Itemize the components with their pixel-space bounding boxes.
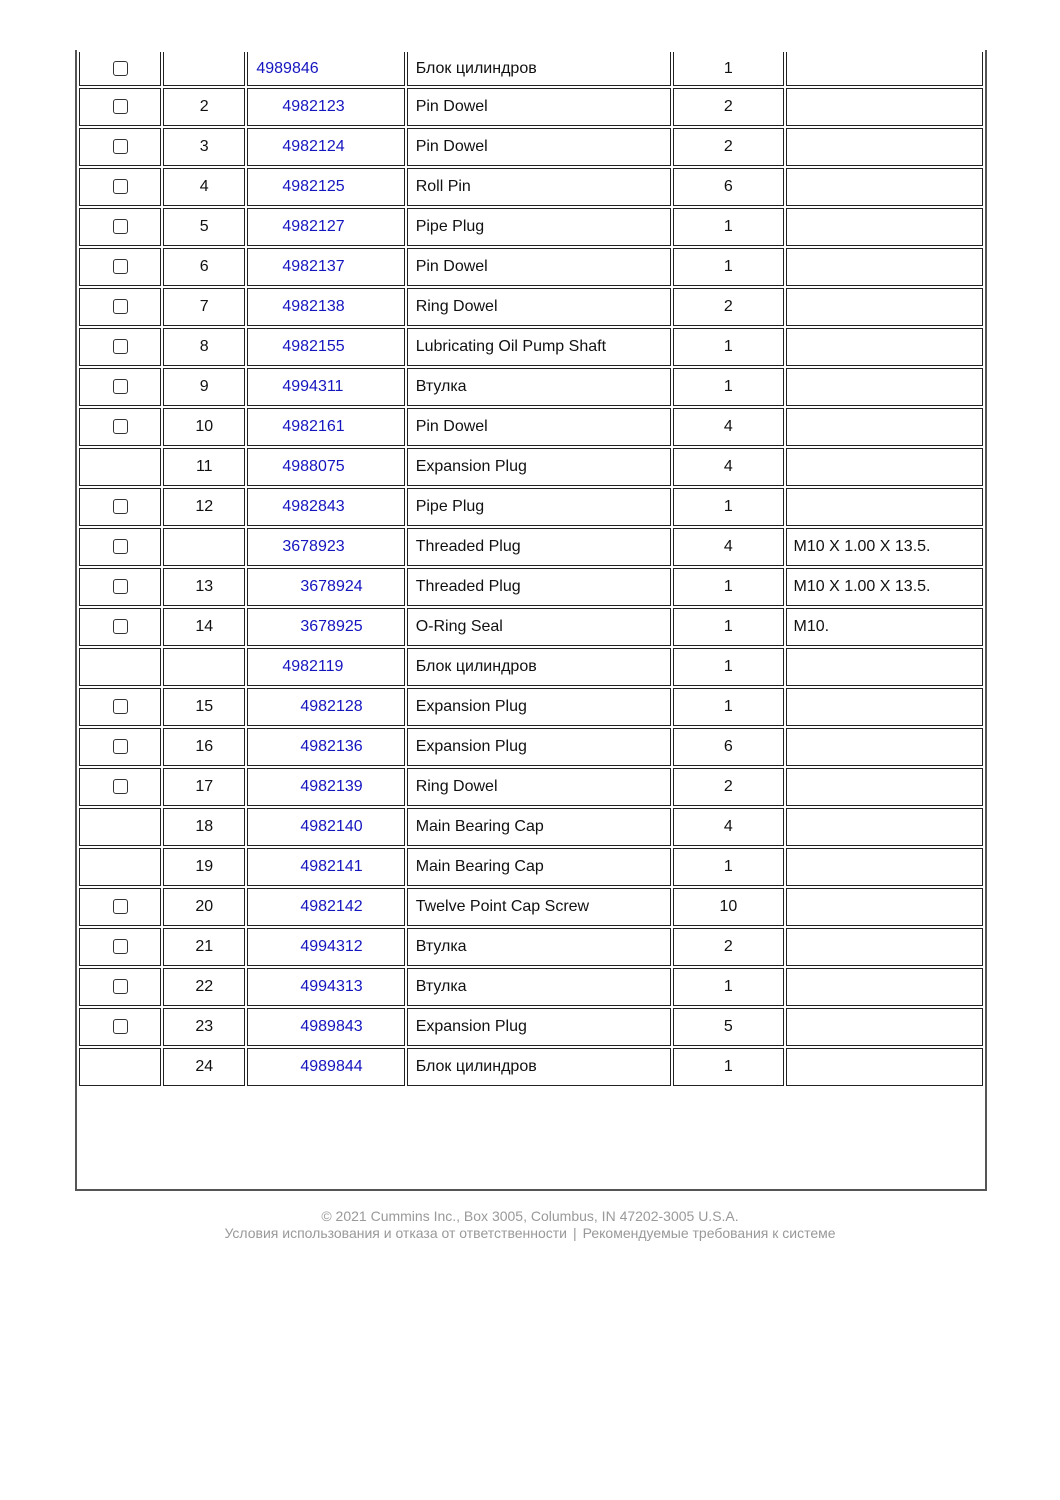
part-number-link[interactable]: 4982124 <box>282 138 345 155</box>
select-cell <box>79 968 161 1006</box>
part-quantity: 2 <box>673 928 783 966</box>
part-number-link[interactable]: 4982125 <box>282 178 345 195</box>
part-number-cell <box>247 328 404 366</box>
item-number: 21 <box>163 928 245 966</box>
select-cell <box>79 408 161 446</box>
part-note <box>786 208 984 246</box>
part-number-link[interactable]: 4989846 <box>256 59 319 77</box>
part-quantity: 6 <box>673 168 783 206</box>
item-number: 10 <box>163 408 245 446</box>
row-checkbox[interactable] <box>113 259 128 274</box>
row-checkbox[interactable] <box>113 739 128 754</box>
part-quantity: 10 <box>673 888 783 926</box>
part-note <box>786 648 984 686</box>
table-row <box>79 1048 983 1086</box>
part-note: M10 X 1.00 X 13.5. <box>786 568 984 606</box>
select-cell <box>79 1008 161 1046</box>
part-number-cell <box>247 608 404 646</box>
select-cell <box>79 328 161 366</box>
part-number-cell <box>247 52 404 86</box>
select-cell <box>79 888 161 926</box>
table-row <box>79 688 983 726</box>
select-cell <box>79 928 161 966</box>
part-number-cell <box>247 88 404 126</box>
part-number-cell <box>247 368 404 406</box>
part-description: Втулка <box>407 928 672 966</box>
item-number: 5 <box>163 208 245 246</box>
part-quantity: 1 <box>673 648 783 686</box>
select-cell <box>79 208 161 246</box>
part-note <box>786 448 984 486</box>
part-number-cell <box>247 928 404 966</box>
part-description: Ring Dowel <box>407 288 672 326</box>
part-number-link[interactable]: 4982138 <box>282 298 345 315</box>
table-row <box>79 208 983 246</box>
select-cell <box>79 768 161 806</box>
part-description: Main Bearing Cap <box>407 848 672 886</box>
table-row <box>79 88 983 126</box>
part-number-link[interactable]: 4982155 <box>282 338 345 355</box>
item-number: 3 <box>163 128 245 166</box>
part-number-link[interactable]: 4989843 <box>300 1018 363 1035</box>
part-description: Threaded Plug <box>407 568 672 606</box>
part-quantity: 2 <box>673 768 783 806</box>
row-checkbox[interactable] <box>113 899 128 914</box>
table-row <box>79 648 983 686</box>
table-row <box>79 368 983 406</box>
table-row <box>79 288 983 326</box>
part-number-cell <box>247 688 404 726</box>
select-cell <box>79 128 161 166</box>
row-checkbox[interactable] <box>113 299 128 314</box>
part-description: Expansion Plug <box>407 728 672 766</box>
part-number-link[interactable]: 4994311 <box>282 378 344 395</box>
part-note <box>786 968 984 1006</box>
parts-table-container <box>75 50 987 1191</box>
part-quantity: 1 <box>673 608 783 646</box>
part-quantity: 5 <box>673 1008 783 1046</box>
part-number-cell <box>247 488 404 526</box>
part-number-link[interactable]: 4982127 <box>282 218 345 235</box>
part-note <box>786 1008 984 1046</box>
item-number <box>163 648 245 686</box>
part-number-link[interactable]: 4982123 <box>282 98 345 115</box>
part-note <box>786 408 984 446</box>
part-note <box>786 808 984 846</box>
item-number: 12 <box>163 488 245 526</box>
part-number-link[interactable]: 4982843 <box>282 498 345 515</box>
part-number-cell <box>247 728 404 766</box>
footer-copyright: © 2021 Cummins Inc., Box 3005, Columbus, IN 47202-3005 U.S.A. <box>321 1208 739 1224</box>
select-cell <box>79 88 161 126</box>
select-cell <box>79 1048 161 1086</box>
part-number-cell <box>247 208 404 246</box>
row-checkbox[interactable] <box>113 979 128 994</box>
part-description: Втулка <box>407 368 672 406</box>
part-number-link[interactable]: 4994313 <box>300 978 363 995</box>
part-note <box>786 328 984 366</box>
part-number-cell <box>247 768 404 806</box>
table-row <box>79 168 983 206</box>
row-checkbox[interactable] <box>113 419 128 434</box>
part-description: Pipe Plug <box>407 208 672 246</box>
item-number: 16 <box>163 728 245 766</box>
part-number-link[interactable]: 4982141 <box>300 858 363 875</box>
row-checkbox[interactable] <box>113 1019 128 1034</box>
part-description: Expansion Plug <box>407 688 672 726</box>
part-description: Threaded Plug <box>407 528 672 566</box>
terms-link[interactable]: Условия использования и отказа от ответственности <box>224 1225 567 1241</box>
row-checkbox[interactable] <box>113 179 128 194</box>
part-description: Roll Pin <box>407 168 672 206</box>
part-quantity: 4 <box>673 528 783 566</box>
select-cell <box>79 488 161 526</box>
table-row <box>79 888 983 926</box>
table-row <box>79 968 983 1006</box>
part-number-link[interactable]: 4989844 <box>300 1058 363 1075</box>
part-description: Pipe Plug <box>407 488 672 526</box>
table-row <box>79 568 983 606</box>
part-note: M10 X 1.00 X 13.5. <box>786 528 984 566</box>
part-number-link[interactable]: 4982128 <box>300 698 363 715</box>
part-description: Twelve Point Cap Screw <box>407 888 672 926</box>
part-quantity: 1 <box>673 968 783 1006</box>
part-note <box>786 52 984 86</box>
footer-links <box>0 1225 1060 1242</box>
item-number: 11 <box>163 448 245 486</box>
item-number: 18 <box>163 808 245 846</box>
row-checkbox[interactable] <box>113 139 128 154</box>
part-quantity: 1 <box>673 248 783 286</box>
table-row <box>79 328 983 366</box>
part-description: Ring Dowel <box>407 768 672 806</box>
part-note <box>786 368 984 406</box>
table-row <box>79 928 983 966</box>
item-number: 19 <box>163 848 245 886</box>
row-checkbox[interactable] <box>113 499 128 514</box>
select-cell <box>79 728 161 766</box>
part-note <box>786 928 984 966</box>
part-number-link[interactable]: 4988075 <box>282 458 345 475</box>
item-number: 24 <box>163 1048 245 1086</box>
page-footer <box>0 1208 1060 1242</box>
item-number: 4 <box>163 168 245 206</box>
part-number-cell <box>247 408 404 446</box>
part-note <box>786 168 984 206</box>
table-row <box>79 448 983 486</box>
part-number-link[interactable]: 4982140 <box>300 818 363 835</box>
part-number-cell <box>247 648 404 686</box>
select-cell <box>79 648 161 686</box>
part-number-cell <box>247 568 404 606</box>
part-number-link[interactable]: 4994312 <box>300 938 363 955</box>
part-number-cell <box>247 968 404 1006</box>
part-quantity: 4 <box>673 408 783 446</box>
row-checkbox[interactable] <box>113 939 128 954</box>
table-row <box>79 528 983 566</box>
part-number-cell <box>247 808 404 846</box>
part-number-link[interactable]: 4982136 <box>300 738 363 755</box>
part-description: O-Ring Seal <box>407 608 672 646</box>
select-cell <box>79 168 161 206</box>
part-description: Main Bearing Cap <box>407 808 672 846</box>
part-note <box>786 848 984 886</box>
part-quantity: 1 <box>673 328 783 366</box>
part-number-link[interactable]: 4982161 <box>282 418 345 435</box>
item-number: 23 <box>163 1008 245 1046</box>
part-description: Pin Dowel <box>407 408 672 446</box>
row-checkbox[interactable] <box>113 779 128 794</box>
part-note <box>786 248 984 286</box>
part-number-cell <box>247 1048 404 1086</box>
item-number <box>163 52 245 86</box>
table-row <box>79 128 983 166</box>
part-description: Lubricating Oil Pump Shaft <box>407 328 672 366</box>
part-note <box>786 1048 984 1086</box>
part-quantity: 1 <box>673 568 783 606</box>
part-description: Блок цилиндров <box>407 52 672 86</box>
part-quantity: 1 <box>673 208 783 246</box>
select-cell <box>79 848 161 886</box>
row-checkbox[interactable] <box>113 379 128 394</box>
part-note: M10. <box>786 608 984 646</box>
row-checkbox[interactable] <box>113 219 128 234</box>
part-quantity: 4 <box>673 808 783 846</box>
part-note <box>786 768 984 806</box>
part-number-cell <box>247 168 404 206</box>
item-number: 17 <box>163 768 245 806</box>
row-checkbox[interactable] <box>113 619 128 634</box>
item-number: 13 <box>163 568 245 606</box>
part-quantity: 4 <box>673 448 783 486</box>
part-quantity: 1 <box>673 52 783 86</box>
part-number-cell <box>247 888 404 926</box>
footer-separator: | <box>573 1225 577 1241</box>
part-quantity: 1 <box>673 688 783 726</box>
table-row <box>79 248 983 286</box>
table-row <box>79 768 983 806</box>
part-quantity: 1 <box>673 1048 783 1086</box>
table-row <box>79 608 983 646</box>
part-number-cell <box>247 448 404 486</box>
part-note <box>786 888 984 926</box>
parts-table <box>77 50 985 1088</box>
part-quantity: 2 <box>673 288 783 326</box>
part-description: Блок цилиндров <box>407 648 672 686</box>
part-quantity: 6 <box>673 728 783 766</box>
part-description: Pin Dowel <box>407 248 672 286</box>
row-checkbox[interactable] <box>113 539 128 554</box>
row-checkbox[interactable] <box>113 61 128 76</box>
part-description: Expansion Plug <box>407 1008 672 1046</box>
select-cell <box>79 608 161 646</box>
item-number: 7 <box>163 288 245 326</box>
item-number: 6 <box>163 248 245 286</box>
part-number-cell <box>247 128 404 166</box>
part-number-link[interactable]: 4982137 <box>282 258 345 275</box>
part-number-cell <box>247 848 404 886</box>
select-cell <box>79 248 161 286</box>
part-note <box>786 128 984 166</box>
part-number-link[interactable]: 3678924 <box>300 578 363 595</box>
select-cell <box>79 448 161 486</box>
item-number: 8 <box>163 328 245 366</box>
table-row <box>79 408 983 446</box>
part-number-cell <box>247 288 404 326</box>
part-note <box>786 728 984 766</box>
part-note <box>786 488 984 526</box>
item-number: 22 <box>163 968 245 1006</box>
part-note <box>786 288 984 326</box>
part-number-link[interactable]: 4982142 <box>300 898 363 915</box>
part-quantity: 2 <box>673 128 783 166</box>
item-number: 20 <box>163 888 245 926</box>
part-note <box>786 88 984 126</box>
select-cell <box>79 688 161 726</box>
row-checkbox[interactable] <box>113 699 128 714</box>
item-number: 9 <box>163 368 245 406</box>
part-quantity: 1 <box>673 368 783 406</box>
select-cell <box>79 368 161 406</box>
parts-table-body <box>79 52 983 1086</box>
select-cell <box>79 52 161 86</box>
table-row <box>79 728 983 766</box>
part-description: Pin Dowel <box>407 88 672 126</box>
table-row <box>79 808 983 846</box>
part-description: Блок цилиндров <box>407 1048 672 1086</box>
table-row <box>79 52 983 86</box>
table-row <box>79 1008 983 1046</box>
row-checkbox[interactable] <box>113 99 128 114</box>
part-number-link[interactable]: 3678923 <box>282 538 345 555</box>
part-quantity: 1 <box>673 488 783 526</box>
part-description: Expansion Plug <box>407 448 672 486</box>
part-number-cell <box>247 248 404 286</box>
row-checkbox[interactable] <box>113 339 128 354</box>
part-number-cell <box>247 1008 404 1046</box>
part-number-link[interactable]: 3678925 <box>300 618 363 635</box>
part-number-link[interactable]: 4982119 <box>282 658 344 675</box>
table-row <box>79 488 983 526</box>
table-row <box>79 848 983 886</box>
part-note <box>786 688 984 726</box>
part-number-cell <box>247 528 404 566</box>
part-quantity: 1 <box>673 848 783 886</box>
part-description: Втулка <box>407 968 672 1006</box>
part-quantity: 2 <box>673 88 783 126</box>
select-cell <box>79 808 161 846</box>
item-number: 15 <box>163 688 245 726</box>
system-requirements-link[interactable]: Рекомендуемые требования к системе <box>582 1225 836 1241</box>
select-cell <box>79 288 161 326</box>
item-number: 2 <box>163 88 245 126</box>
part-number-link[interactable]: 4982139 <box>300 778 363 795</box>
item-number: 14 <box>163 608 245 646</box>
part-description: Pin Dowel <box>407 128 672 166</box>
select-cell <box>79 568 161 606</box>
item-number <box>163 528 245 566</box>
row-checkbox[interactable] <box>113 579 128 594</box>
select-cell <box>79 528 161 566</box>
